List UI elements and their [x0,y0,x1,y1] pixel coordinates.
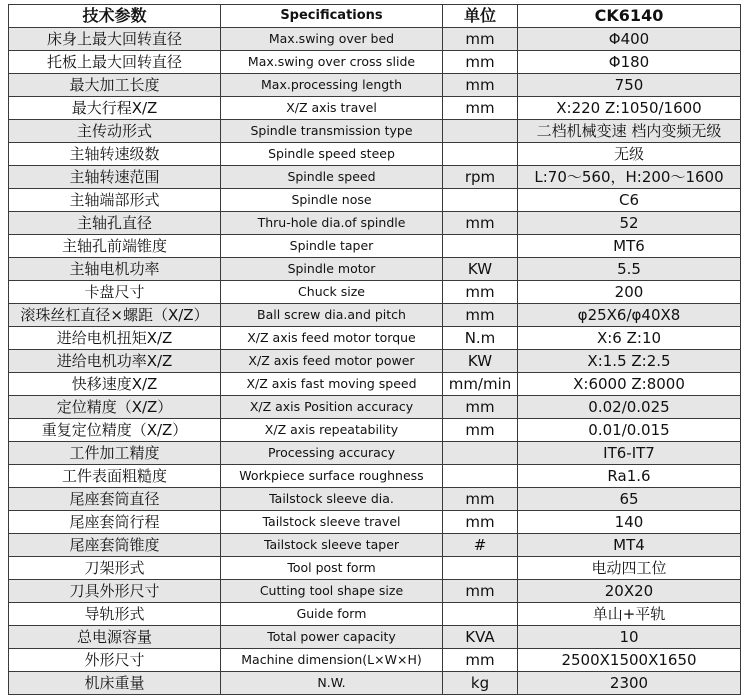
table-row [9,258,741,281]
cell-en: Max.swing over bed [221,28,443,51]
table-row [9,28,741,51]
cell-value: 140 [518,511,741,534]
cell-unit: mm [443,97,518,120]
cell-cn: 刀具外形尺寸 [9,580,221,603]
cell-cn: 外形尺寸 [9,649,221,672]
cell-unit: # [443,534,518,557]
cell-value: L:70～560，H:200～1600 [518,166,741,189]
table-row [9,212,741,235]
cell-cn: 主轴转速范围 [9,166,221,189]
cell-en: Tailstock sleeve taper [221,534,443,557]
header-cn: 技术参数 [9,5,221,28]
table-row [9,649,741,672]
cell-unit [443,557,518,580]
cell-unit [443,465,518,488]
cell-en: X/Z axis repeatability [221,419,443,442]
cell-unit: KVA [443,626,518,649]
cell-en: Spindle speed [221,166,443,189]
cell-cn: 滚珠丝杠直径×螺距（X/Z） [9,304,221,327]
cell-value: 2500X1500X1650 [518,649,741,672]
header-row [9,5,741,28]
cell-cn: 定位精度（X/Z） [9,396,221,419]
cell-en: Spindle taper [221,235,443,258]
cell-cn: 机床重量 [9,672,221,695]
cell-en: Spindle nose [221,189,443,212]
cell-value: 0.01/0.015 [518,419,741,442]
cell-value: 0.02/0.025 [518,396,741,419]
cell-cn: 进给电机扭矩X/Z [9,327,221,350]
header-unit: 单位 [443,5,518,28]
table-row [9,488,741,511]
table-row [9,327,741,350]
cell-unit: mm [443,649,518,672]
cell-cn: 卡盘尺寸 [9,281,221,304]
cell-unit: mm [443,580,518,603]
table-row [9,534,741,557]
cell-en: X/Z axis Position accuracy [221,396,443,419]
cell-en: Spindle transmission type [221,120,443,143]
cell-cn: 主传动形式 [9,120,221,143]
cell-value: X:220 Z:1050/1600 [518,97,741,120]
cell-en: Processing accuracy [221,442,443,465]
cell-unit: N.m [443,327,518,350]
cell-unit: KW [443,258,518,281]
cell-value: C6 [518,189,741,212]
table-row [9,373,741,396]
cell-cn: 托板上最大回转直径 [9,51,221,74]
cell-en: Thru-hole dia.of spindle [221,212,443,235]
cell-en: Machine dimension(L×W×H) [221,649,443,672]
cell-value: X:6000 Z:8000 [518,373,741,396]
table-row [9,557,741,580]
cell-en: Tailstock sleeve dia. [221,488,443,511]
cell-unit [443,603,518,626]
cell-cn: 导轨形式 [9,603,221,626]
cell-en: Guide form [221,603,443,626]
cell-en: Workpiece surface roughness [221,465,443,488]
cell-unit: mm [443,396,518,419]
cell-cn: 重复定位精度（X/Z） [9,419,221,442]
cell-value: X:1.5 Z:2.5 [518,350,741,373]
cell-unit [443,143,518,166]
cell-en: Max.swing over cross slide [221,51,443,74]
cell-value: X:6 Z:10 [518,327,741,350]
table-row [9,442,741,465]
cell-en: Spindle speed steep [221,143,443,166]
table-header [9,5,741,28]
cell-value: 65 [518,488,741,511]
cell-cn: 刀架形式 [9,557,221,580]
cell-en: Cutting tool shape size [221,580,443,603]
cell-unit [443,189,518,212]
table-row [9,350,741,373]
cell-cn: 主轴转速级数 [9,143,221,166]
table-row [9,626,741,649]
table-row [9,419,741,442]
cell-unit: kg [443,672,518,695]
cell-cn: 主轴电机功率 [9,258,221,281]
cell-value: 750 [518,74,741,97]
cell-unit: mm [443,281,518,304]
cell-cn: 工件加工精度 [9,442,221,465]
cell-value: φ25X6/φ40X8 [518,304,741,327]
cell-value: MT6 [518,235,741,258]
cell-cn: 尾座套筒锥度 [9,534,221,557]
cell-value: 200 [518,281,741,304]
cell-value: 20X20 [518,580,741,603]
cell-unit: mm [443,419,518,442]
cell-cn: 进给电机功率X/Z [9,350,221,373]
cell-en: Total power capacity [221,626,443,649]
cell-en: Max.processing length [221,74,443,97]
cell-cn: 工件表面粗糙度 [9,465,221,488]
cell-value: 52 [518,212,741,235]
cell-cn: 主轴孔直径 [9,212,221,235]
table-row [9,396,741,419]
cell-unit: mm [443,74,518,97]
cell-cn: 尾座套筒直径 [9,488,221,511]
cell-en: X/Z axis feed motor torque [221,327,443,350]
cell-value: IT6-IT7 [518,442,741,465]
cell-cn: 主轴端部形式 [9,189,221,212]
cell-cn: 快移速度X/Z [9,373,221,396]
cell-en: X/Z axis travel [221,97,443,120]
cell-en: X/Z axis feed motor power [221,350,443,373]
cell-value: Ra1.6 [518,465,741,488]
table-row [9,166,741,189]
cell-cn: 总电源容量 [9,626,221,649]
table-row [9,281,741,304]
cell-unit: KW [443,350,518,373]
table-row [9,51,741,74]
cell-en: Spindle motor [221,258,443,281]
cell-en: Tailstock sleeve travel [221,511,443,534]
table-row [9,603,741,626]
table-row [9,143,741,166]
table-row [9,304,741,327]
table-row [9,580,741,603]
cell-unit [443,235,518,258]
table-row [9,672,741,695]
cell-cn: 主轴孔前端锥度 [9,235,221,258]
spec-table [8,4,741,695]
cell-value: 单山+平轨 [518,603,741,626]
cell-value: Φ180 [518,51,741,74]
cell-en: Chuck size [221,281,443,304]
table-row [9,189,741,212]
cell-en: N.W. [221,672,443,695]
cell-cn: 尾座套筒行程 [9,511,221,534]
cell-unit: mm [443,488,518,511]
table-row [9,97,741,120]
cell-value: Φ400 [518,28,741,51]
cell-en: Ball screw dia.and pitch [221,304,443,327]
table-row [9,235,741,258]
table-row [9,511,741,534]
cell-unit: mm/min [443,373,518,396]
cell-unit: rpm [443,166,518,189]
cell-en: Tool post form [221,557,443,580]
cell-unit [443,442,518,465]
cell-value: MT4 [518,534,741,557]
cell-value: 10 [518,626,741,649]
cell-value: 5.5 [518,258,741,281]
cell-unit: mm [443,212,518,235]
cell-cn: 床身上最大回转直径 [9,28,221,51]
header-model: CK6140 [518,5,741,28]
cell-unit: mm [443,51,518,74]
cell-unit: mm [443,28,518,51]
cell-value: 2300 [518,672,741,695]
cell-unit: mm [443,511,518,534]
header-en: Specifications [221,5,443,28]
cell-cn: 最大行程X/Z [9,97,221,120]
cell-unit [443,120,518,143]
cell-en: X/Z axis fast moving speed [221,373,443,396]
cell-cn: 最大加工长度 [9,74,221,97]
table-body [9,28,741,695]
cell-value: 无级 [518,143,741,166]
table-row [9,74,741,97]
cell-value: 二档机械变速 档内变频无级 [518,120,741,143]
table-row [9,465,741,488]
cell-value: 电动四工位 [518,557,741,580]
cell-unit: mm [443,304,518,327]
table-row [9,120,741,143]
